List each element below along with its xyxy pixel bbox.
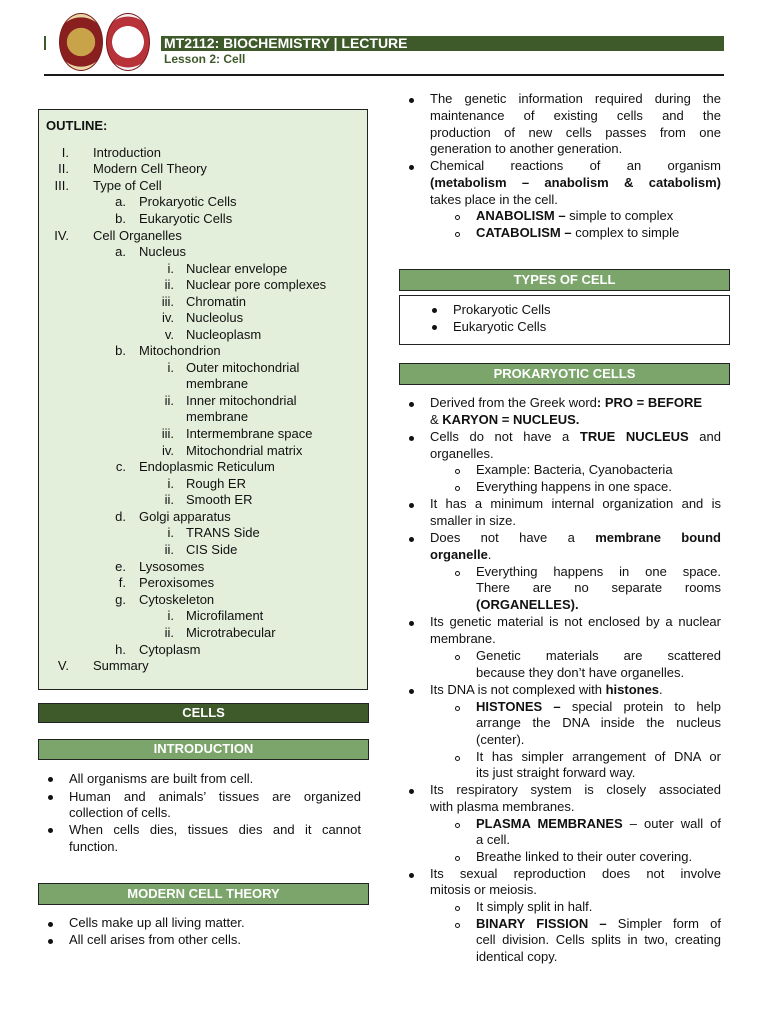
derived-line2	[430, 412, 579, 429]
sexual-line2: mitosis or meiosis.	[430, 882, 537, 897]
outline-item-number: a.	[115, 194, 126, 209]
simpler-line1: It has simpler arrangement of DNA or	[476, 749, 721, 764]
catabolism-line	[476, 225, 679, 242]
bullet-dot	[432, 308, 437, 313]
example-bacteria: Example: Bacteria, Cyanobacteria	[476, 462, 673, 477]
genetic-material-line2: membrane.	[430, 631, 496, 646]
bullet-dot	[48, 777, 53, 782]
section-modern-cell-theory-header: MODERN CELL THEORY	[38, 883, 369, 905]
header-accent-tick	[44, 36, 46, 50]
mct-bullet-1: Cells make up all living matter.	[69, 915, 245, 930]
histones-term: HISTONES –	[476, 699, 561, 714]
outline-item-number: ii.	[164, 492, 174, 507]
bullet-dot	[409, 98, 414, 103]
outline-item-number: b.	[115, 211, 126, 226]
outline-item-number: g.	[115, 592, 126, 607]
outline-item-text: Nucleoplasm	[186, 327, 262, 342]
anabolism-definition: simple to complex	[565, 208, 674, 223]
outline-item-text: Inner mitochondrial	[186, 393, 297, 408]
anabolism-term: ANABOLISM –	[476, 208, 566, 223]
karyon-nucleus-term: KARYON = NUCLEUS.	[442, 412, 580, 427]
outline-item-number: ii.	[164, 277, 174, 292]
catabolism-term: CATABOLISM –	[476, 225, 572, 240]
chemical-reactions-line3: takes place in the cell.	[430, 192, 558, 207]
outline-item-number: h.	[115, 642, 126, 657]
outline-item-text: Intermembrane space	[186, 426, 313, 441]
outline-item-text: Type of Cell	[93, 178, 162, 193]
bullet-dot	[409, 621, 414, 626]
breathe-line: Breathe linked to their outer covering.	[476, 849, 693, 864]
genetic-info-line2: maintenance of existing cells and the	[430, 108, 721, 123]
outline-item-text: Mitochondrial matrix	[186, 443, 303, 458]
outline-item-number: iii.	[161, 426, 174, 441]
sub-bullet-circle	[455, 486, 460, 491]
outline-item-text: Rough ER	[186, 476, 246, 491]
outline-item-text: Summary	[93, 658, 149, 673]
histones-line1	[476, 699, 721, 716]
everything-one-space: Everything happens in one space.	[476, 479, 672, 494]
true-nucleus-line1	[430, 429, 721, 446]
section-introduction-header: INTRODUCTION	[38, 739, 369, 760]
true-nucleus-and: and	[688, 429, 721, 444]
outline-item-number: i.	[167, 476, 174, 491]
outline-item-text: Lysosomes	[139, 559, 205, 574]
bullet-dot	[409, 503, 414, 508]
simpler-line2: its just straight forward way.	[476, 765, 636, 780]
intro-bullet-1: All organisms are built from cell.	[69, 771, 254, 786]
outline-item-text: Modern Cell Theory	[93, 161, 207, 176]
histones-word: histones	[605, 682, 660, 697]
outline-item-text: Prokaryotic Cells	[139, 194, 237, 209]
outline-item-number: f.	[118, 575, 126, 590]
outline-item-number: v.	[164, 327, 174, 342]
section-cells-header: CELLS	[38, 703, 369, 723]
types-of-cell-box	[399, 295, 730, 345]
lesson-title: Lesson 2: Cell	[164, 52, 246, 66]
bullet-dot	[409, 402, 414, 407]
outline-item-number: a.	[115, 244, 126, 259]
genetic-info-line3: production of new cells passes from one	[430, 125, 721, 140]
outline-item-number: b.	[115, 343, 126, 358]
intro-bullet-2-line1: Human and animals’ tissues are organized	[69, 789, 361, 804]
true-nucleus-term: TRUE NUCLEUS	[579, 429, 689, 444]
bullet-dot	[409, 789, 414, 794]
sub-bullet-circle	[455, 655, 460, 660]
outline-item-number: i.	[167, 261, 174, 276]
outline-item-number: I.	[61, 145, 69, 160]
plasma-line1	[476, 816, 721, 833]
dna-histones-line	[430, 682, 663, 699]
genetic-material-line1: Its genetic material is not enclosed by a nuclear	[430, 614, 721, 629]
mct-bullet-2: All cell arises from other cells.	[69, 932, 241, 947]
outline-item-text: Chromatin	[186, 294, 246, 309]
chemical-reactions-line1: Chemical reactions of an organism	[430, 158, 721, 173]
college-seal-logo	[106, 13, 150, 71]
outline-item-number: i.	[167, 360, 174, 375]
outline-item-number: V.	[57, 658, 69, 673]
true-nucleus-text: Cells do not have a	[430, 429, 580, 444]
plasma-membranes-term: PLASMA MEMBRANES	[476, 816, 623, 831]
plasma-def: – outer wall of	[622, 816, 721, 831]
outline-item-text: Cell Organelles	[93, 228, 182, 243]
outline-item-text: Endoplasmic Reticulum	[139, 459, 275, 474]
anabolism-line	[476, 208, 673, 225]
fission-line3: identical copy.	[476, 949, 558, 964]
outline-item-text: Eukaryotic Cells	[139, 211, 233, 226]
derived-line1	[430, 395, 702, 412]
pro-before-term: : PRO = BEFORE	[596, 395, 703, 410]
everything2-line1: Everything happens in one space.	[476, 564, 721, 579]
outline-item-number: iv.	[161, 443, 174, 458]
histones-line3: (center).	[476, 732, 525, 747]
outline-item-number: i.	[167, 525, 174, 540]
fission-line2: cell division. Cells splits in two, creating	[476, 932, 721, 947]
outline-item-number: ii.	[164, 542, 174, 557]
sub-bullet-circle	[455, 215, 460, 220]
minimum-org-line2: smaller in size.	[430, 513, 516, 528]
membrane-bound-line2	[430, 547, 491, 564]
outline-item-number: II.	[58, 161, 69, 176]
outline-item-text: membrane	[186, 409, 249, 424]
bullet-dot	[48, 939, 53, 944]
intro-bullet-3-line1: When cells dies, tissues dies and it cannot	[69, 822, 361, 837]
derived-ampersand: &	[430, 412, 443, 427]
outline-item-text: CIS Side	[186, 542, 238, 557]
sub-bullet-circle	[455, 923, 460, 928]
outline-item-number: iii.	[161, 294, 174, 309]
membrane-bound-line1	[430, 530, 721, 547]
bullet-dot	[409, 873, 414, 878]
bullet-dot	[409, 537, 414, 542]
sexual-line1: Its sexual reproduction does not involve	[430, 866, 721, 881]
dna-text: Its DNA is not complexed with	[430, 682, 606, 697]
outline-item-number: III.	[54, 178, 69, 193]
sub-bullet-circle	[455, 823, 460, 828]
organelle-term: organelle	[430, 547, 488, 562]
bullet-dot	[48, 922, 53, 927]
plasma-line2: a cell.	[476, 832, 510, 847]
outline-item-text: Peroxisomes	[139, 575, 215, 590]
section-prokaryotic-cells-header: PROKARYOTIC CELLS	[399, 363, 730, 385]
fission-line1	[476, 916, 721, 933]
outline-item-text: Microtrabecular	[186, 625, 276, 640]
course-title: MT2112: BIOCHEMISTRY | LECTURE	[161, 36, 724, 51]
sub-bullet-circle	[455, 571, 460, 576]
outline-item-number: IV.	[54, 228, 69, 243]
catabolism-definition: complex to simple	[571, 225, 680, 240]
minimum-org-line1: It has a minimum internal organization and is	[430, 496, 721, 511]
genetic-info-line1: The genetic information required during the	[430, 91, 721, 106]
intro-bullet-3-line2: function.	[69, 839, 119, 854]
type-prokaryotic: Prokaryotic Cells	[453, 302, 551, 317]
outline-item-text: Outer mitochondrial	[186, 360, 300, 375]
type-eukaryotic: Eukaryotic Cells	[453, 319, 547, 334]
outline-item-text: Golgi apparatus	[139, 509, 231, 524]
outline-item-number: c.	[115, 459, 126, 474]
bullet-dot	[48, 795, 53, 800]
outline-title: OUTLINE:	[46, 118, 108, 133]
true-nucleus-line2: organelles.	[430, 446, 494, 461]
respiratory-line1: Its respiratory system is closely associated	[430, 782, 721, 797]
membrane-period: .	[487, 547, 492, 562]
outline-item-text: Nuclear envelope	[186, 261, 288, 276]
outline-item-text: Introduction	[93, 145, 161, 160]
bullet-dot	[48, 828, 53, 833]
sub-bullet-circle	[455, 756, 460, 761]
sub-bullet-circle	[455, 856, 460, 861]
outline-item-text: Nucleolus	[186, 310, 244, 325]
outline-item-text: Nucleus	[139, 244, 186, 259]
intro-bullet-2-line2: collection of cells.	[69, 805, 171, 820]
outline-item-number: ii.	[164, 625, 174, 640]
genetic-info-line4: generation to another generation.	[430, 141, 623, 156]
outline-item-text: Microfilament	[186, 608, 264, 623]
scattered-line1: Genetic materials are scattered	[476, 648, 721, 663]
outline-item-text: Cytoskeleton	[139, 592, 215, 607]
bullet-dot	[409, 436, 414, 441]
membrane-bound-term: membrane bound	[595, 530, 721, 545]
sub-bullet-circle	[455, 706, 460, 711]
outline-item-text: TRANS Side	[186, 525, 260, 540]
split-line: It simply split in half.	[476, 899, 593, 914]
fission-def: Simpler form of	[606, 916, 722, 931]
metabolism-term: (metabolism – anabolism & catabolism)	[430, 175, 721, 190]
sub-bullet-circle	[455, 232, 460, 237]
histones-line2: arrange the DNA inside the nucleus	[476, 715, 721, 730]
bullet-dot	[409, 165, 414, 170]
university-seal-logo	[59, 13, 103, 71]
header-divider	[44, 74, 724, 76]
bullet-dot	[432, 325, 437, 330]
scattered-line2: because they don’t have organelles.	[476, 665, 685, 680]
outline-item-text: Cytoplasm	[139, 642, 201, 657]
outline-item-number: ii.	[164, 393, 174, 408]
binary-fission-term: BINARY FISSION –	[476, 916, 607, 931]
outline-item-text: Smooth ER	[186, 492, 253, 507]
membrane-text: Does not have a	[430, 530, 596, 545]
histones-def: special protein to help	[560, 699, 721, 714]
sub-bullet-circle	[455, 469, 460, 474]
respiratory-line2: with plasma membranes.	[430, 799, 575, 814]
bullet-dot	[409, 689, 414, 694]
outline-item-text: Mitochondrion	[139, 343, 221, 358]
everything2-line2: There are no separate rooms	[476, 580, 721, 595]
outline-item-number: e.	[115, 559, 126, 574]
outline-item-number: d.	[115, 509, 126, 524]
organelles-term: (ORGANELLES).	[476, 597, 579, 612]
outline-item-number: i.	[167, 608, 174, 623]
section-types-of-cell-header: TYPES OF CELL	[399, 269, 730, 291]
outline-item-number: iv.	[161, 310, 174, 325]
dna-period: .	[659, 682, 663, 697]
outline-item-text: membrane	[186, 376, 249, 391]
sub-bullet-circle	[455, 906, 460, 911]
outline-item-text: Nuclear pore complexes	[186, 277, 327, 292]
derived-text: Derived from the Greek word	[430, 395, 597, 410]
